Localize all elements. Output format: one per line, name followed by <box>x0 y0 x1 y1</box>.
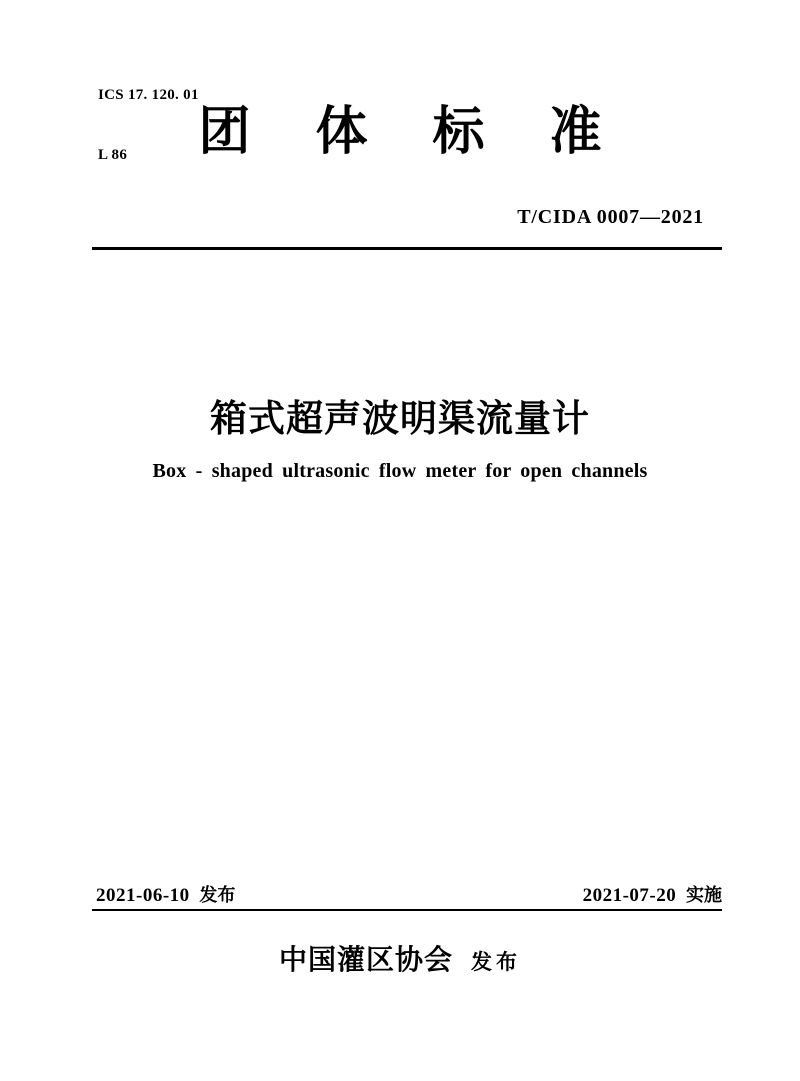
top-rule <box>92 247 722 250</box>
implementation-date-value: 2021-07-20 <box>582 885 677 906</box>
publish-label: 发布 <box>471 950 521 974</box>
implementation-date-label: 实施 <box>686 885 722 906</box>
publisher-row <box>0 938 800 978</box>
issue-date-block <box>96 881 235 907</box>
standard-category-heading: 团体标准 <box>198 102 667 162</box>
issue-date-label: 发布 <box>199 885 236 906</box>
document-title-zh: 箱式超声波明渠流量计 <box>210 397 590 440</box>
issue-date-value: 2021-06-10 <box>96 885 190 906</box>
standard-category-row <box>0 100 800 164</box>
document-title-en: Box - shaped ultrasonic flow meter for open channels <box>152 460 648 482</box>
ics-code: ICS 17. 120. 01 <box>98 87 199 103</box>
standard-number: T/CIDA 0007—2021 <box>517 206 704 228</box>
publisher-name: 中国灌区协会 <box>278 945 453 976</box>
classification-code: L 86 <box>98 147 128 163</box>
implementation-date-block <box>583 881 722 907</box>
dates-row <box>96 881 722 907</box>
bottom-rule <box>92 909 722 911</box>
